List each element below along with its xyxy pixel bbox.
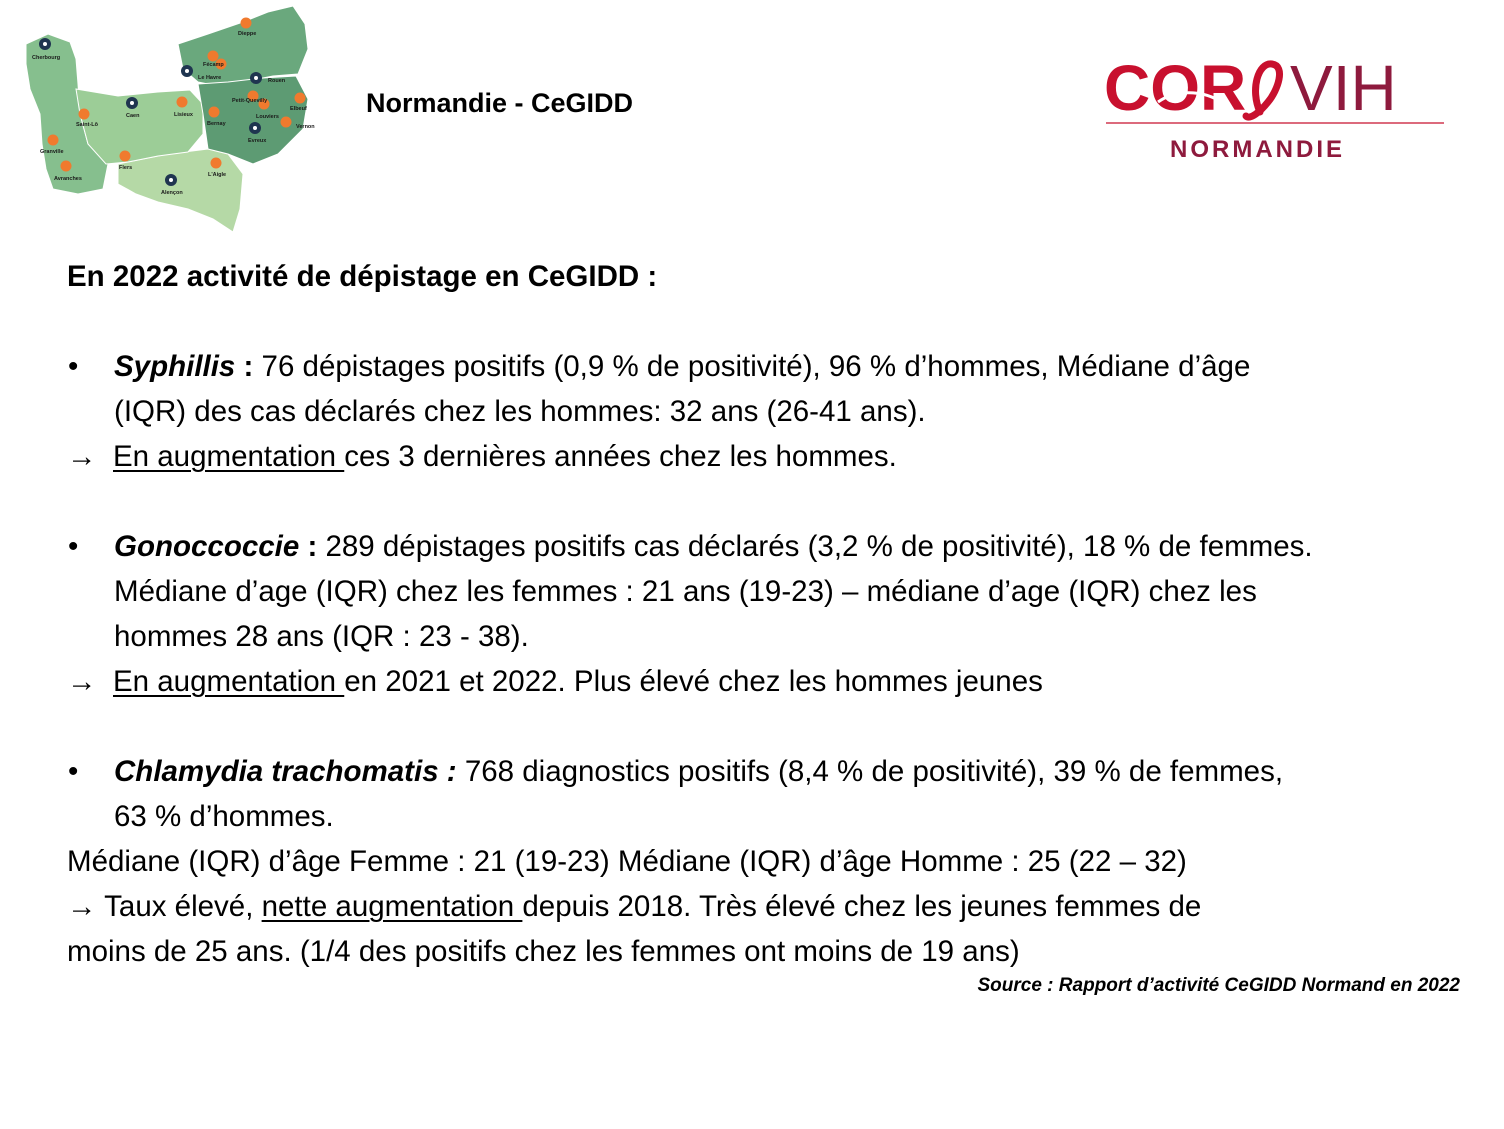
chlamydia-line-last: moins de 25 ans. (1/4 des positifs chez les femmes ont moins de 19 ans) [67,935,1020,968]
map-label: Vernon [296,124,315,130]
chlamydia-name: Chlamydia trachomatis : [114,755,457,788]
chlamydia-line-2: 63 % d’hommes. [114,800,334,833]
syphilis-trend-text: ces 3 dernières années chez les hommes. [344,440,897,473]
map-label: L'Aigle [208,172,227,178]
chlamydia-text-1: 768 diagnostics positifs (8,4 % de positivité), 39 % de femmes, [456,755,1284,788]
chlamydia-trend-text: depuis 2018. Très élevé chez les jeunes femmes de [522,890,1202,923]
chlamydia-trend-underlined: nette augmentation [261,890,523,923]
gono-sep: : [299,530,326,563]
map-region-eure [198,76,308,164]
gono-trend-underlined: En augmentation [113,665,345,698]
gono-line-3: hommes 28 ans (IQR : 23 - 38). [114,620,529,653]
corevih-logo [1100,50,1450,165]
syphilis-line-1 [114,344,1250,389]
map-label: Alençon [161,190,183,196]
map-label: Bernay [207,121,226,127]
map-label: Louviers [256,114,279,120]
map-label: Cherbourg [32,55,61,61]
map-label: Caen [126,113,140,119]
map-label: Elbeuf [290,106,307,112]
intro-heading: En 2022 activité de dépistage en CeGIDD : [67,260,658,293]
syphilis-trend [67,434,897,479]
bullet-icon: • [68,350,79,383]
gono-name: Gonoccoccie [114,530,300,563]
chlamydia-trend-pre: Taux élevé, [104,890,262,923]
arrow-right-icon: → [67,440,97,473]
logo-text-right: VIH [1290,52,1397,124]
red-ribbon-icon [1246,64,1280,117]
arrow-right-icon: → [67,890,97,923]
map-label: Evreux [248,138,267,144]
bullet-icon: • [68,755,79,788]
gono-line-1 [114,524,1313,569]
map-label: Granville [40,149,64,155]
logo-subtitle: NORMANDIE [1170,136,1345,163]
chlamydia-line-1 [114,749,1283,794]
chlamydia-line-3: Médiane (IQR) d’âge Femme : 21 (19-23) Médiane (IQR) d’âge Homme : 25 (22 – 32) [67,845,1187,878]
chlamydia-trend [67,884,1201,929]
gono-line-2: Médiane d’age (IQR) chez les femmes : 21 ans (19-23) – médiane d’age (IQR) chez les [114,575,1257,608]
map-label: Lisieux [174,112,193,118]
gono-trend-text: en 2021 et 2022. Plus élevé chez les hommes jeunes [344,665,1043,698]
source-note: Source : Rapport d’activité CeGIDD Normand en 2022 [977,975,1460,996]
map-label: Rouen [268,78,286,84]
map-label: Saint-Lô [76,122,98,128]
map-label: Le Havre [198,75,222,81]
map-label: Petit-Quevilly [232,98,268,104]
map-label: Dieppe [238,31,257,37]
map-label: Flers [119,165,133,171]
syphilis-trend-underlined: En augmentation [113,440,345,473]
syphilis-text-1: 76 dépistages positifs (0,9 % de positivité), 96 % d’hommes, Médiane d’âge [261,350,1251,383]
syphilis-name: Syphillis [114,350,236,383]
gono-trend [67,659,1043,704]
bullet-icon: • [68,530,79,563]
map-region-seine-maritime [178,6,308,86]
syphilis-sep: : [235,350,262,383]
logo-text-left: COR [1104,52,1247,124]
map-label: Avranches [54,176,82,182]
syphilis-line-2: (IQR) des cas déclarés chez les hommes: 32 ans (26-41 ans). [114,395,926,428]
normandy-map [18,4,318,238]
gono-text-1: 289 dépistages positifs cas déclarés (3,2 % de positivité), 18 % de femmes. [325,530,1313,563]
page-title: Normandie - CeGIDD [366,88,634,118]
map-label: Fécamp [203,62,224,68]
arrow-right-icon: → [67,665,97,698]
